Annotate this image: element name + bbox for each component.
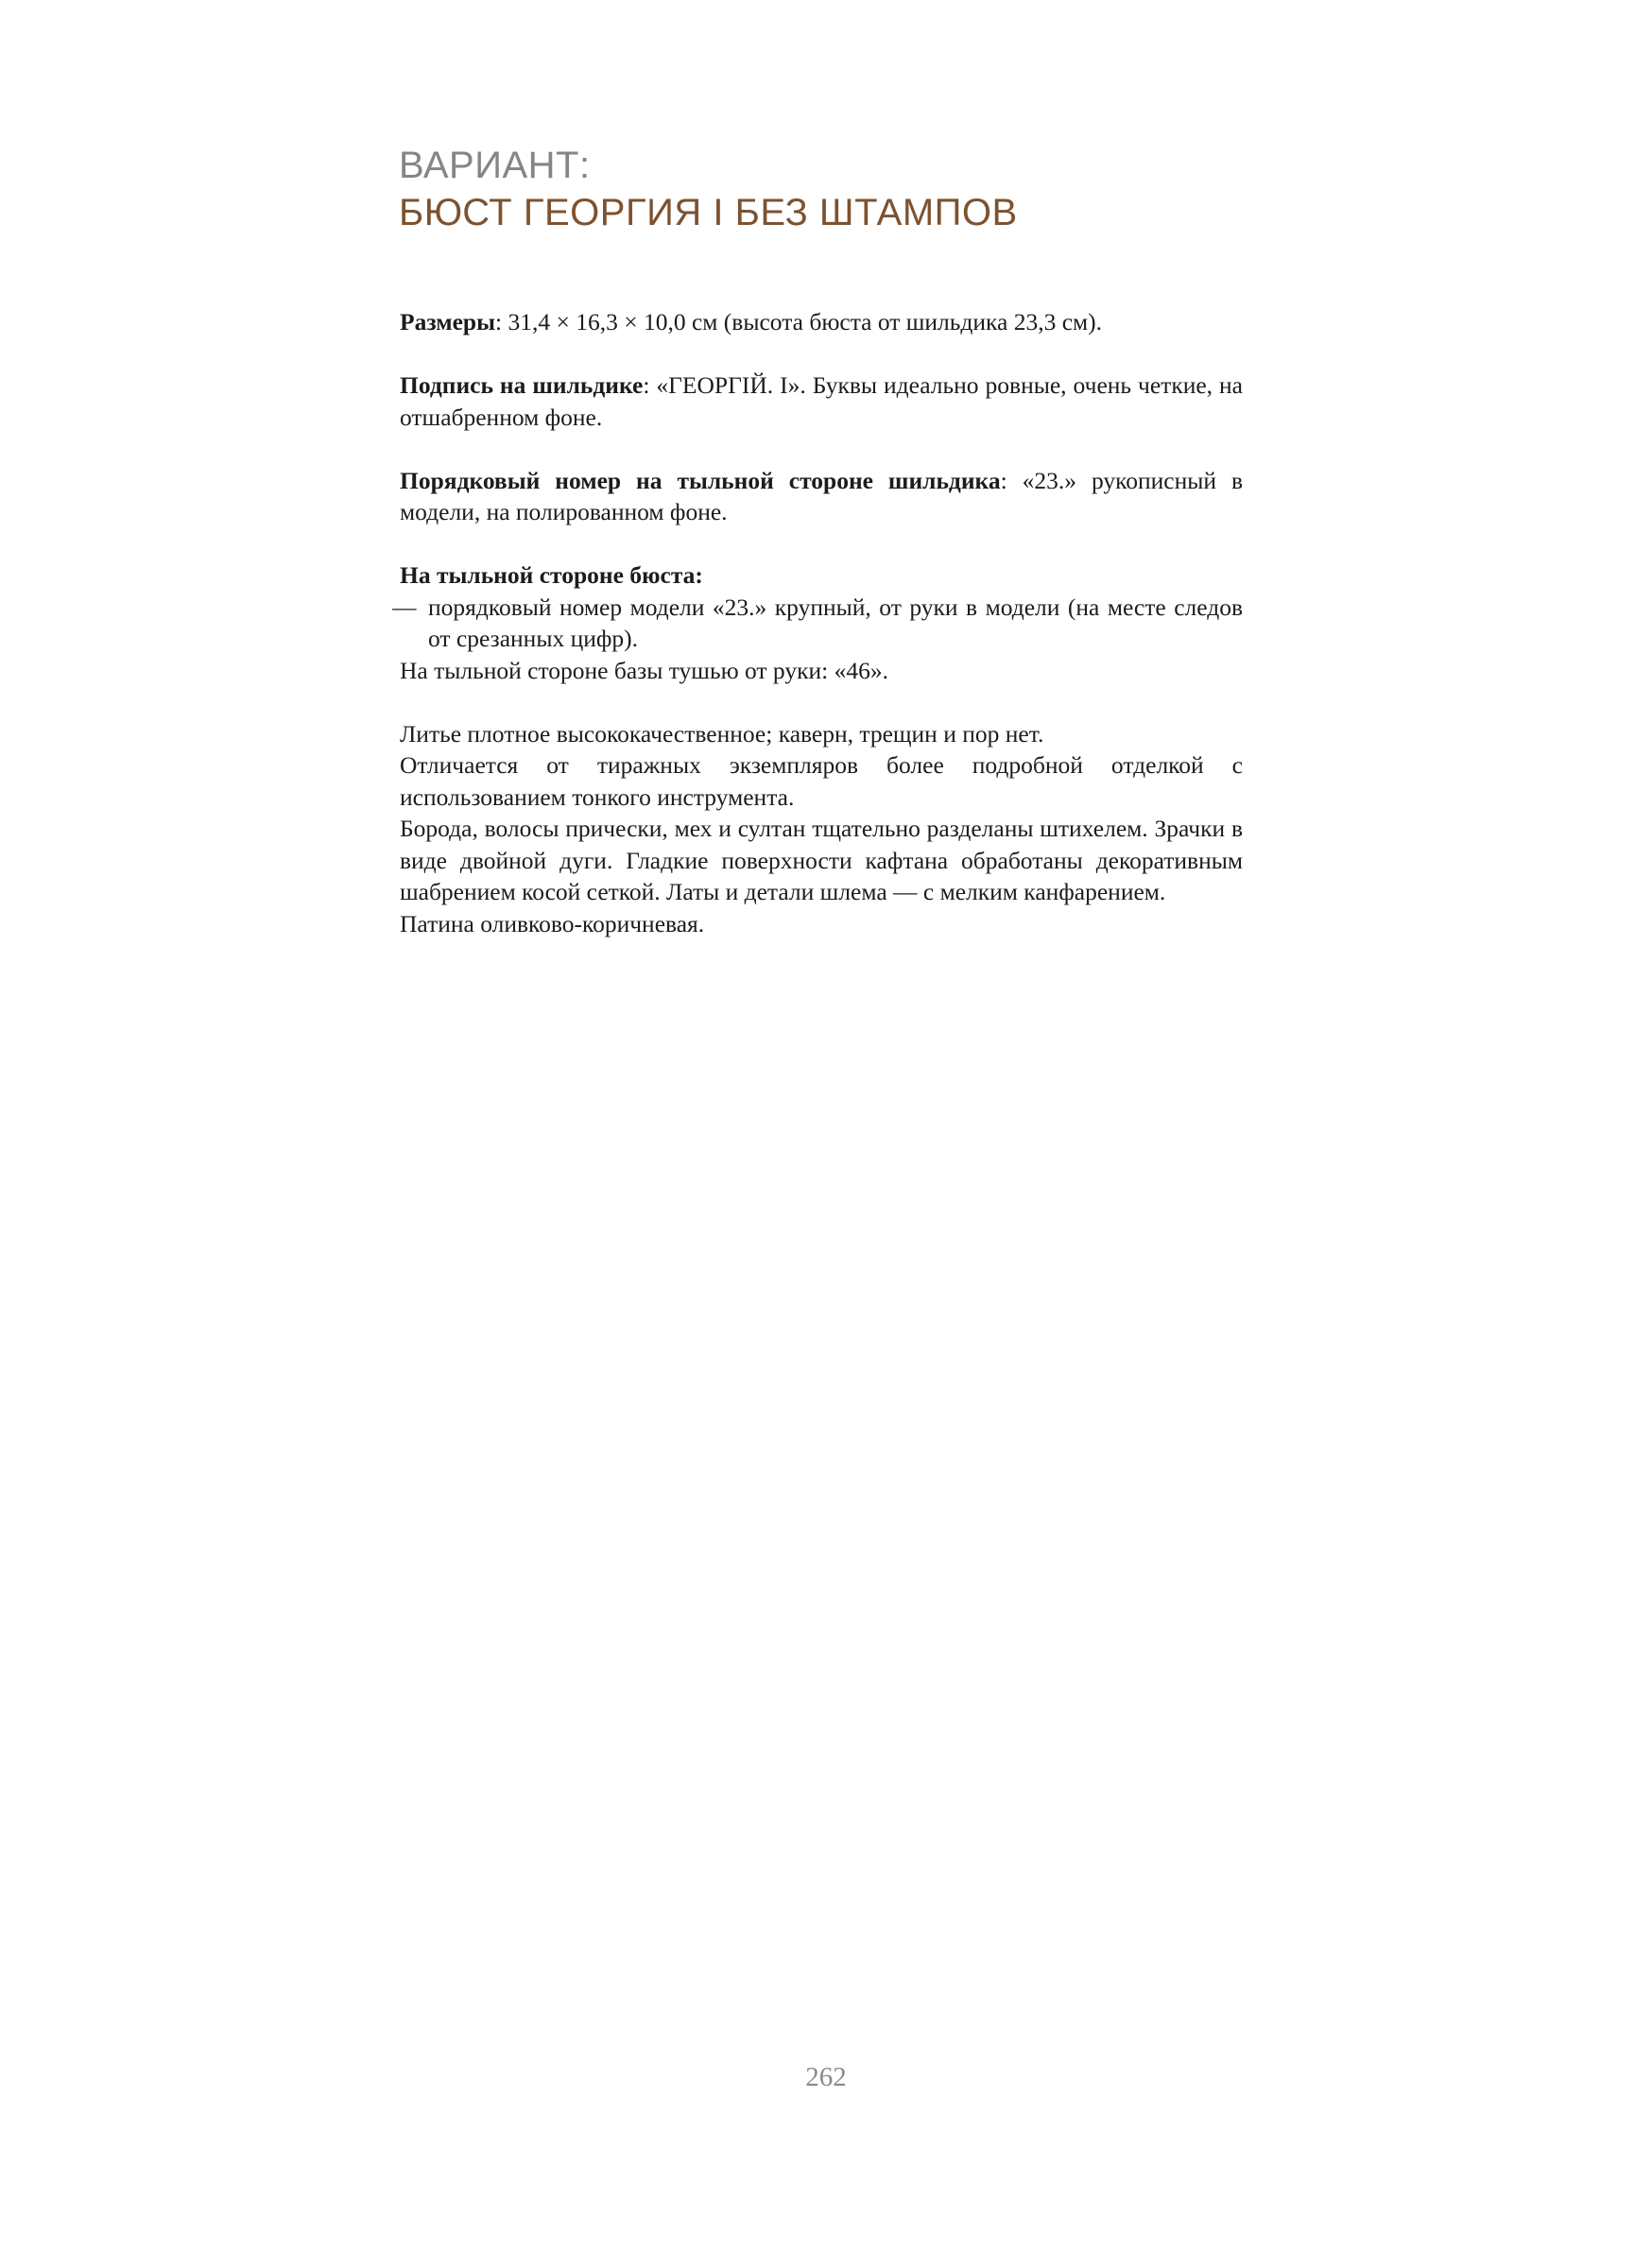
sizes-text: : 31,4 × 16,3 × 10,0 см (высота бюста от шильдика 23,3 см).	[495, 308, 1103, 335]
dash-marker: —	[392, 593, 417, 621]
description-line: Патина оливково-коричневая.	[400, 909, 705, 937]
serial-number-text: : «23.» рукописный в модели, на полированном фоне.	[400, 466, 1244, 525]
back-side-label: На тыльной стороне бюста:	[400, 561, 703, 589]
heading-kicker: ВАРИАНТ:	[399, 145, 591, 186]
paragraph-gap	[400, 528, 1243, 560]
back-side-heading	[400, 559, 1243, 592]
page-title: БЮСТ ГЕОРГИЯ I БЕЗ ШТАМПОВ	[399, 192, 1018, 233]
paragraph-gap	[400, 433, 1243, 465]
serial-number-label: Порядковый номер на тыльной стороне шильдика	[400, 466, 1001, 494]
description-line: Отличается от тиражных экземпляров более подробной отделкой с использованием тонкого инструмента.	[400, 751, 1243, 811]
paragraph-gap	[400, 338, 1243, 370]
body-text	[392, 306, 1244, 939]
sizes-label: Размеры	[400, 308, 495, 335]
paragraph-gap	[400, 686, 1243, 718]
back-side-item-text: порядковый номер модели «23.» крупный, от руки в модели (на месте следов от срезанных цифр).	[428, 593, 1243, 652]
back-side-list-item	[392, 592, 1243, 655]
serial-number-paragraph	[400, 465, 1243, 528]
base-note: На тыльной стороне базы тушью от руки: «46».	[400, 656, 888, 684]
description-line: Борода, волосы прически, мех и султан тщательно разделаны штихелем. Зрачки в виде двойной дуги. Гладкие поверхности кафтана обработаны декоративным шабрением косой сеткой. Латы и детали шлема — с мелким канфарением.	[400, 815, 1243, 905]
sizes-paragraph	[400, 306, 1243, 338]
description-line: Литье плотное высококачественное; каверн, трещин и пор нет.	[400, 719, 1044, 748]
page-number: 262	[805, 2062, 847, 2092]
plate-signature-text: : «ГЕОРГІЙ. I». Буквы идеально ровные, очень четкие, на отшабренном фоне.	[400, 371, 1243, 431]
plate-signature-paragraph	[400, 370, 1243, 433]
section-heading	[399, 142, 1344, 236]
plate-signature-label: Подпись на шильдике	[400, 371, 644, 399]
